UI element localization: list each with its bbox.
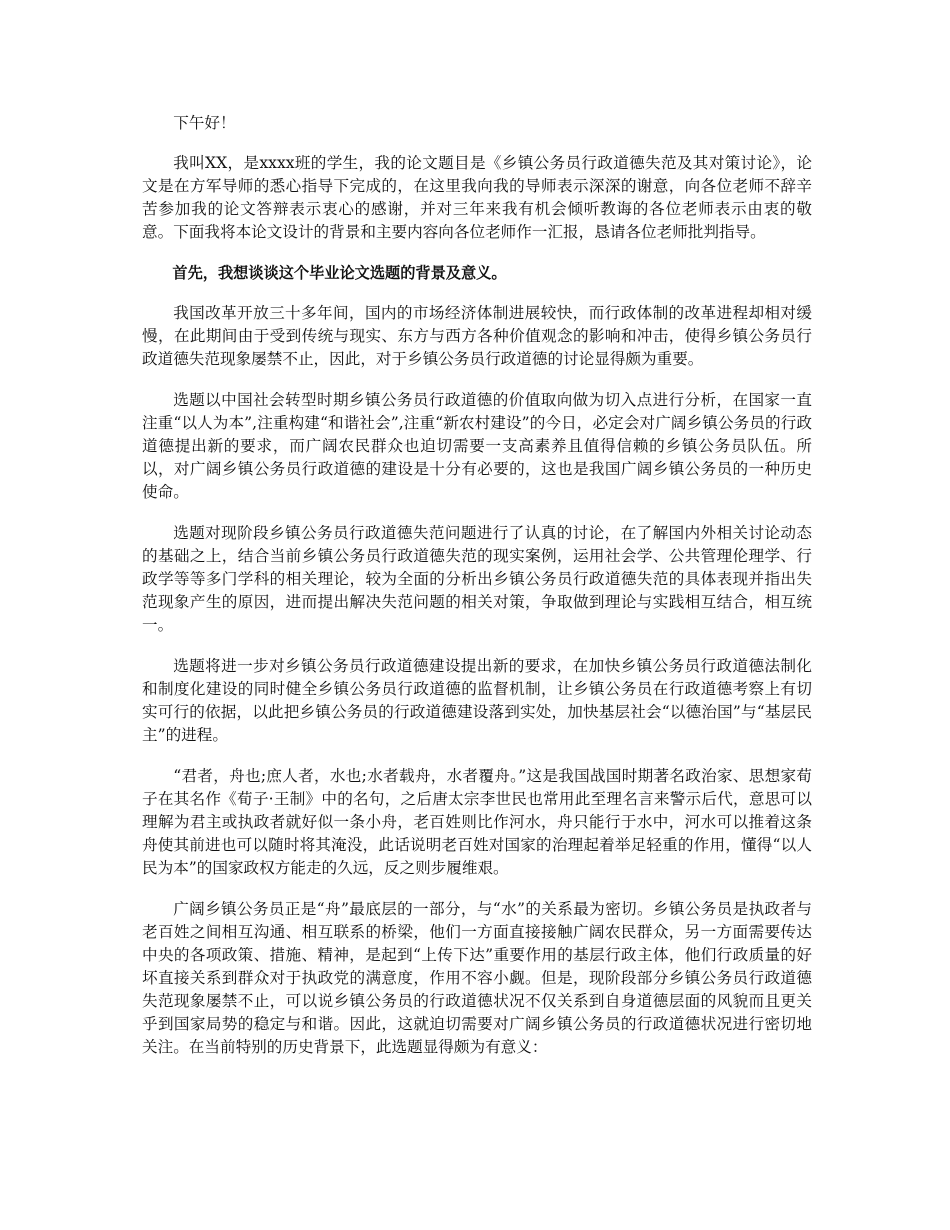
section-heading: 首先，我想谈谈这个毕业论文选题的背景及意义。 bbox=[172, 264, 507, 282]
body-paragraph: 选题以中国社会转型时期乡镇公务员行政道德的价值取向做为切入点进行分析，在国家一直注重“以人为本”,注重构建“和谐社会”,注重“新农村建设”的今日，必定会对广阔乡镇公务员的行政道德提出新的要求，而广阔农民群众也迫切需要一支高素养且值得信赖的乡镇公务员队伍。所以，对广阔乡镇公务员行政道德的建设是十分有必要的，这也是我国广阔乡镇公务员的一种历史使命。 bbox=[142, 391, 812, 501]
intro-paragraph: 我叫XX，是xxxx班的学生，我的论文题目是《乡镇公务员行政道德失范及其对策讨论》，论文是在方军导师的悉心指导下完成的，在这里我向我的导师表示深深的谢意，向各位老师不辞辛苦参加我的论文答辩表示衷心的感谢，并对三年来我有机会倾听教诲的各位老师表示由衷的敬意。下面我将本论文设计的背景和主要内容向各位老师作一汇报，恳请各位老师批判指导。 bbox=[142, 154, 812, 241]
document-body bbox=[142, 112, 812, 1077]
body-paragraph: 选题对现阶段乡镇公务员行政道德失范问题进行了认真的讨论，在了解国内外相关讨论动态的基础之上，结合当前乡镇公务员行政道德失范的现实案例，运用社会学、公共管理伦理学、行政学等等多门学科的相关理论，较为全面的分析出乡镇公务员行政道德失范的具体表现并指出失范现象产生的原因，进而提出解决失范问题的相关对策，争取做到理论与实践相互结合，相互统一。 bbox=[142, 524, 812, 634]
body-paragraph: 选题将进一步对乡镇公务员行政道德建设提出新的要求，在加快乡镇公务员行政道德法制化和制度化建设的同时健全乡镇公务员行政道德的监督机制，让乡镇公务员在行政道德考察上有切实可行的依据，以此把乡镇公务员的行政道德建设落到实处，加快基层社会“以德治国”与“基层民主”的进程。 bbox=[142, 657, 812, 744]
greeting-line: 下午好！ bbox=[173, 114, 236, 132]
body-paragraph: 我国改革开放三十多年间，国内的市场经济体制进展较快，而行政体制的改革进程却相对缓慢，在此期间由于受到传统与现实、东方与西方各种价值观念的影响和冲击，使得乡镇公务员行政道德失范现象屡禁不止，因此，对于乡镇公务员行政道德的讨论显得颇为重要。 bbox=[142, 304, 812, 368]
body-paragraph: “君者，舟也;庶人者，水也;水者载舟，水者覆舟。”这是我国战国时期著名政治家、思想家荀子在其名作《荀子·王制》中的名句，之后唐太宗李世民也常用此至理名言来警示后代，意思可以理解为君主或执政者就好似一条小舟，老百姓则比作河水，舟只能行于水中，河水可以推着这条舟使其前进也可以随时将其淹没，此话说明老百姓对国家的治理起着举足轻重的作用，懂得“以人民为本”的国家政权方能走的久远，反之则步履维艰。 bbox=[142, 767, 812, 877]
body-paragraph: 广阔乡镇公务员正是“舟”最底层的一部分，与“水”的关系最为密切。乡镇公务员是执政者与老百姓之间相互沟通、相互联系的桥梁，他们一方面直接接触广阔农民群众，另一方面需要传达中央的各项政策、措施、精神，是起到“上传下达”重要作用的基层行政主体，他们行政质量的好坏直接关系到群众对于执政党的满意度，作用不容小觑。但是，现阶段部分乡镇公务员行政道德失范现象屡禁不止，可以说乡镇公务员的行政道德状况不仅关系到自身道德层面的风貌而且更关乎到国家局势的稳定与和谐。因此，这就迫切需要对广阔乡镇公务员的行政道德状况进行密切地关注。在当前特别的历史背景下，此选题显得颇为有意义： bbox=[142, 900, 812, 1056]
